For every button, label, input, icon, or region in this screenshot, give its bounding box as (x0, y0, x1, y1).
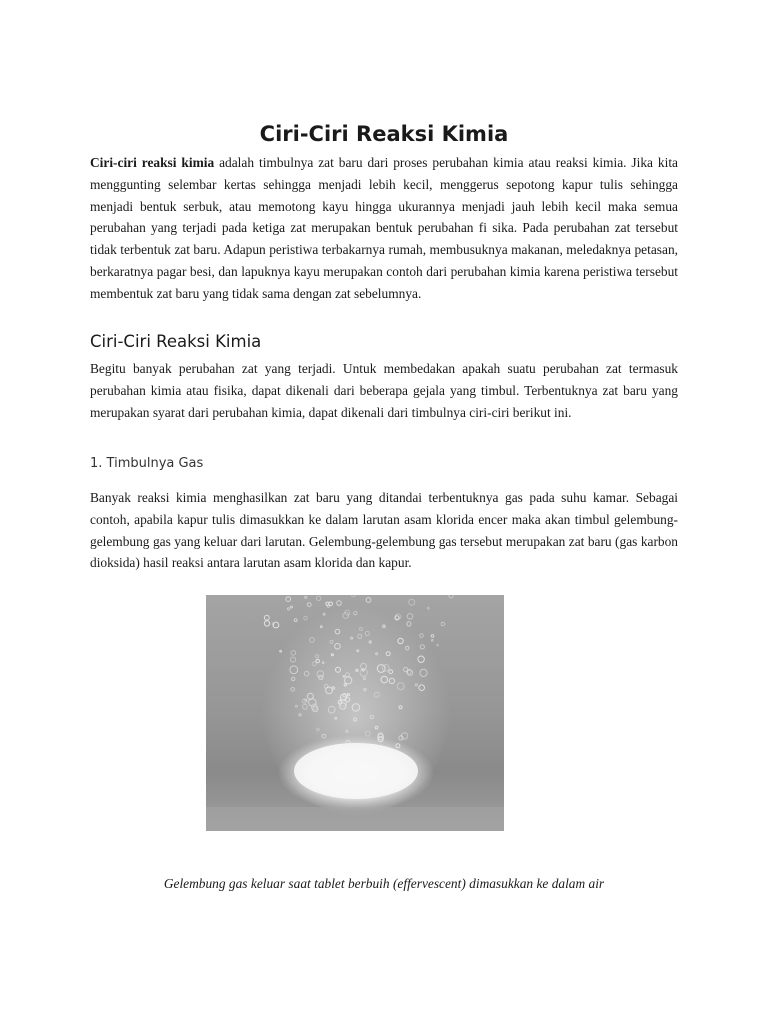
section-heading: Ciri-Ciri Reaksi Kimia (90, 332, 262, 351)
intro-bold-lead: Ciri-ciri reaksi kimia (90, 155, 215, 170)
intro-text: adalah timbulnya zat baru dari proses perubahan kimia atau reaksi kimia. Jika kita menggunting selembar kertas sehingga menjadi lebih kecil, menggerus sepotong kapur tulis sehingga menjadi bentuk serbuk, atau memotong kayu hingga ukurannya menjadi jauh lebih kecil maka semua perubahan yang terjadi pada ketiga zat merupakan bentuk perubahan fi sika. Pada perubahan zat tersebut tidak terbentuk zat baru. Adapun peristiwa terbakarnya rumah, membusuknya makanan, meledaknya petasan, berkaratnya pagar besi, dan lapuknya kayu merupakan contoh dari perubahan kimia karena peristiwa tersebut membentuk zat baru yang tidak sama dengan zat sebelumnya. (90, 155, 678, 301)
page-title: Ciri-Ciri Reaksi Kimia (259, 122, 509, 146)
intro-paragraph (90, 152, 678, 305)
figure-caption: Gelembung gas keluar saat tablet berbuih (effervescent) dimasukkan ke dalam air (163, 876, 605, 891)
effervescent-tablet-photo (206, 595, 504, 831)
gas-paragraph: Banyak reaksi kimia menghasilkan zat baru yang ditandai terbentuknya gas pada suhu kamar. Sebagai contoh, apabila kapur tulis dimasukkan ke dalam larutan asam klorida encer maka akan timbul gelembung-gelembung gas yang keluar dari larutan. Gelembung-gelembung gas tersebut merupakan zat baru (gas karbon dioksida) hasil reaksi antara larutan asam klorida dan kapur. (90, 490, 678, 571)
section-paragraph: Begitu banyak perubahan zat yang terjadi. Untuk membedakan apakah suatu perubahan zat termasuk perubahan kimia atau fisika, dapat dikenali dari beberapa gejala yang timbul. Terbentuknya zat baru yang merupakan syarat dari perubahan kimia, dapat dikenali dari timbulnya ciri-ciri berikut ini. (90, 361, 678, 420)
list-item-timbulnya-gas: 1. Timbulnya Gas (90, 456, 204, 471)
